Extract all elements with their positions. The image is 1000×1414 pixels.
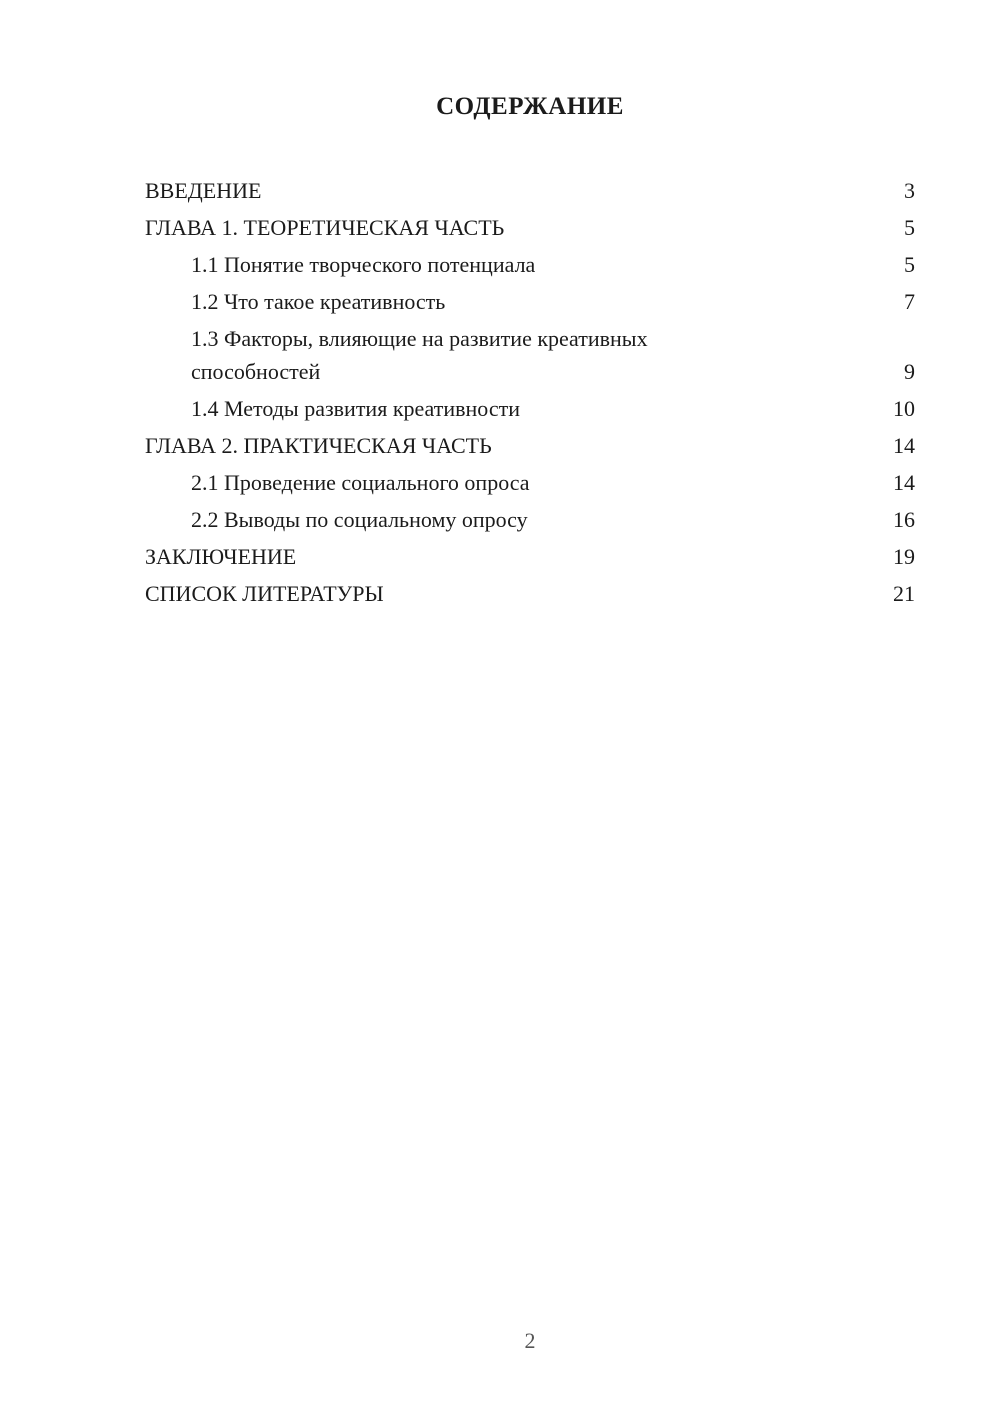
toc-entry-page: 19	[893, 544, 915, 569]
toc-entry-label: 1.1 Понятие творческого потенциала	[191, 252, 536, 277]
toc-entry	[145, 503, 915, 536]
toc-entry-label: 2.1 Проведение социального опроса	[191, 470, 530, 495]
toc-entry-page: 16	[893, 507, 915, 532]
page-content	[0, 0, 1000, 610]
toc-entry-page: 5	[904, 215, 915, 240]
toc-entry-page: 9	[904, 359, 915, 384]
toc-entry-page: 14	[893, 470, 915, 495]
toc-entry	[145, 577, 915, 610]
toc-entry	[145, 248, 915, 281]
toc-entry-label: 2.2 Выводы по социальному опросу	[191, 507, 528, 532]
toc-entry	[145, 322, 915, 388]
toc-entry	[145, 211, 915, 244]
toc-entry	[145, 285, 915, 318]
toc-entry-label: СПИСОК ЛИТЕРАТУРЫ	[145, 581, 384, 606]
toc-entry-page: 10	[893, 396, 915, 421]
table-of-contents	[145, 174, 915, 610]
toc-entry	[145, 540, 915, 573]
toc-entry	[145, 174, 915, 207]
page-title: СОДЕРЖАНИЕ	[436, 93, 624, 120]
toc-entry	[145, 429, 915, 462]
toc-entry-page: 3	[904, 178, 915, 203]
toc-entry-label: ВВЕДЕНИЕ	[145, 178, 262, 203]
toc-entry-label: 1.2 Что такое креативность	[191, 289, 446, 314]
page-number-footer: 2	[524, 1328, 536, 1353]
toc-entry-label: ЗАКЛЮЧЕНИЕ	[145, 544, 297, 569]
toc-entry-label: ГЛАВА 2. ПРАКТИЧЕСКАЯ ЧАСТЬ	[145, 433, 492, 458]
toc-entry-page: 7	[904, 289, 915, 314]
toc-entry-page: 5	[904, 252, 915, 277]
toc-entry-page: 21	[893, 581, 915, 606]
toc-entry	[145, 392, 915, 425]
toc-entry-label: 1.3 Факторы, влияющие на развитие креативных способностей	[191, 326, 648, 384]
toc-entry-page: 14	[893, 433, 915, 458]
toc-entry-label: 1.4 Методы развития креативности	[191, 396, 520, 421]
toc-entry	[145, 466, 915, 499]
toc-entry-label: ГЛАВА 1. ТЕОРЕТИЧЕСКАЯ ЧАСТЬ	[145, 215, 505, 240]
